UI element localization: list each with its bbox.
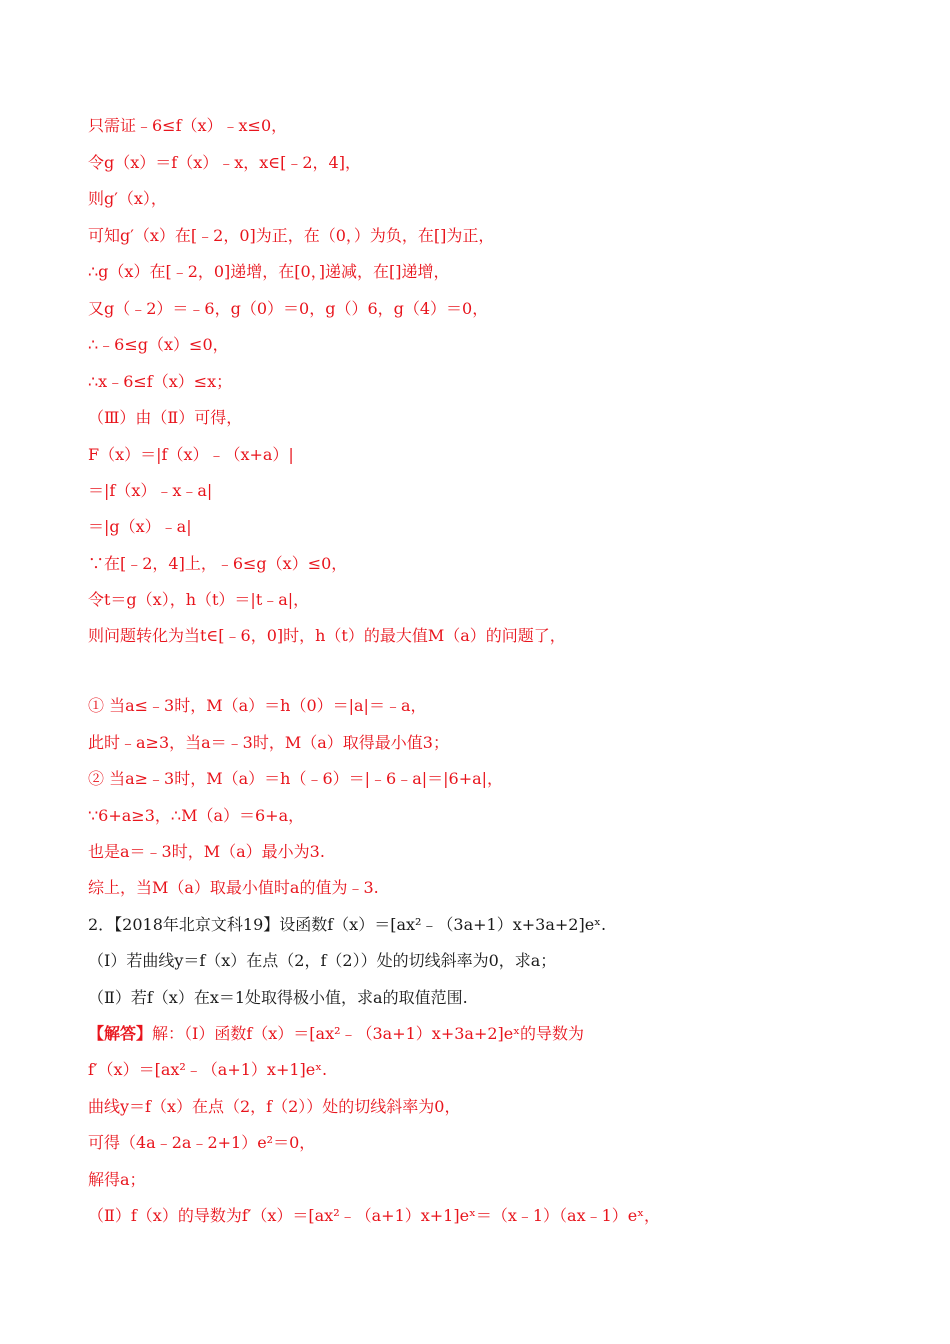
text-line: ① 当a≤﹣3时，M（a）＝h（0）＝|a|＝﹣a，: [88, 696, 427, 715]
question-part-2: （Ⅱ）若f（x）在x＝1处取得极小值，求a的取值范围.: [88, 988, 468, 1007]
text-line: 曲线y＝f（x）在点（2，f（2））处的切线斜率为0，: [88, 1097, 461, 1116]
text-line: ② 当a≥﹣3时，M（a）＝h（﹣6）＝|﹣6﹣a|＝|6+a|，: [88, 769, 504, 788]
text-line: ∴﹣6≤g（x）≤0，: [88, 335, 229, 354]
text-line: 只需证﹣6≤f（x）﹣x≤0，: [88, 116, 288, 135]
answer-heading: [88, 1023, 584, 1045]
text-line: 令g（x）＝f（x）﹣x，x∈[﹣2，4]，: [88, 153, 361, 172]
text-line: 则g′（x），: [88, 189, 167, 208]
text-line: ∴g（x）在[﹣2，0]递增，在[0，]递减，在[]递增，: [88, 262, 450, 281]
text-line: （Ⅱ）f（x）的导数为f′（x）＝[ax²﹣（a+1）x+1]eˣ＝（x﹣1）（ax﹣1）eˣ，: [88, 1206, 661, 1225]
text-line: （Ⅲ）由（Ⅱ）可得，: [88, 408, 243, 427]
question-title: 2．【2018年北京文科19】设函数f（x）＝[ax²﹣（3a+1）x+3a+2]eˣ.: [88, 915, 607, 934]
text-line: ＝|g（x）﹣a|: [88, 517, 192, 536]
answer-intro: 解：（Ⅰ）函数f（x）＝[ax²﹣（3a+1）x+3a+2]eˣ的导数为: [152, 1024, 585, 1043]
text-line: ∵6+a≥3，∴M（a）＝6+a，: [88, 806, 305, 825]
text-line: ∵在[﹣2，4]上，﹣6≤g（x）≤0，: [88, 554, 348, 573]
text-line: 令t＝g（x），h（t）＝|t﹣a|，: [88, 590, 310, 609]
text-line: 解得a；: [88, 1170, 146, 1189]
text-line: 也是a＝﹣3时，M（a）最小为3.: [88, 842, 325, 861]
text-line: 综上，当M（a）取最小值时a的值为﹣3.: [88, 878, 379, 897]
answer-tag: 【解答】: [88, 1024, 153, 1043]
text-line: f′（x）＝[ax²﹣（a+1）x+1]eˣ.: [88, 1060, 328, 1079]
text-line: 可知g′（x）在[﹣2，0]为正，在（0，）为负，在[]为正，: [88, 226, 495, 245]
text-line: ∴x﹣6≤f（x）≤x；: [88, 372, 233, 391]
text-line: F（x）＝|f（x）﹣（x+a）|: [88, 445, 294, 464]
text-line: 则问题转化为当t∈[﹣6，0]时，h（t）的最大值M（a）的问题了，: [88, 626, 566, 645]
text-line: 此时﹣a≥3，当a＝﹣3时，M（a）取得最小值3；: [88, 733, 449, 752]
text-line: 可得（4a﹣2a﹣2+1）e²＝0，: [88, 1133, 316, 1152]
text-line: ＝|f（x）﹣x﹣a|: [88, 481, 213, 500]
question-part-1: （Ⅰ）若曲线y＝f（x）在点（2，f（2））处的切线斜率为0，求a；: [88, 951, 557, 970]
text-line: 又g（﹣2）＝﹣6，g（0）＝0，g（）6，g（4）＝0，: [88, 299, 489, 318]
